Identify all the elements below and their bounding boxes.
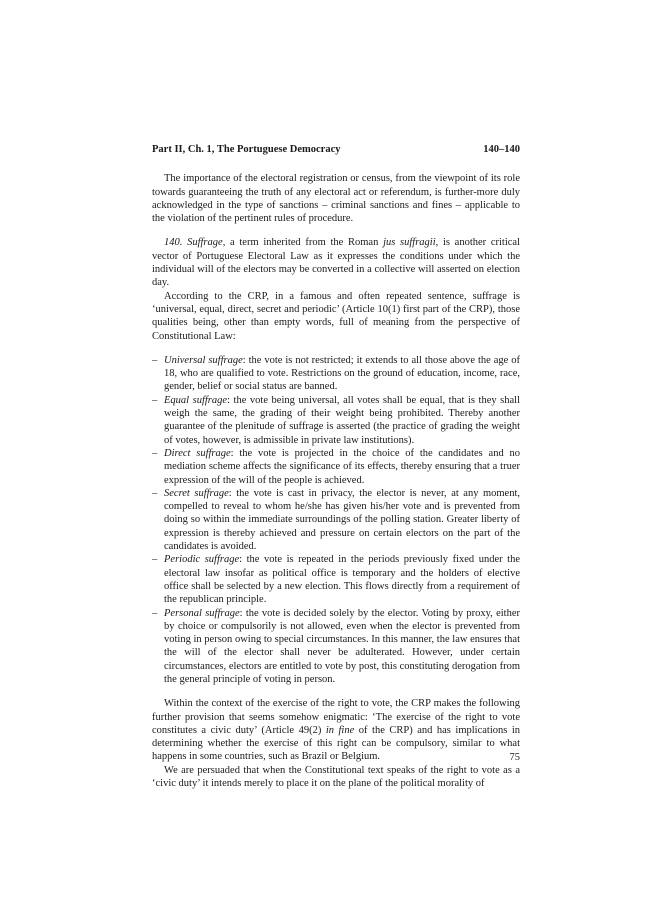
list-item-text: : the vote is repeated in the periods previously fixed under the electoral law insofar as political office is temporary and the holders of elective office shall be selected by a new election. This flows directly from a requirement of the republican principle. [164, 554, 520, 606]
paragraph-gap [152, 225, 520, 236]
section-140-paragraph [152, 236, 520, 289]
list-item-term: Direct suffrage [164, 447, 231, 459]
final-paragraph: We are persuaded that when the Constitutional text speaks of the right to vote as a ‘civic duty’ it intends merely to place it on the plane of the political morality of [152, 764, 520, 790]
section-range: 140–140 [483, 144, 520, 155]
list-item-term: Secret suffrage [164, 487, 229, 499]
list-item [152, 553, 520, 606]
list-item [152, 394, 520, 447]
list-item [152, 487, 520, 553]
suffrage-list [152, 354, 520, 686]
list-item-text: : the vote being universal, all votes shall be equal, that is they shall weigh the same, the grading of their weight being prohibited. Thereby another guarantee of the plenitude of suffrage is asserted (the practice of grading the weight of votes, however, is admissible in private law institutions). [164, 394, 521, 446]
section-term: Suffrage [187, 237, 223, 249]
section-text-b: , is another critical vector of Portuguese Electoral Law as it expresses the conditions under which the individual will of the electors may be converted in a collective will asserted on election day. [152, 237, 521, 289]
list-item [152, 607, 520, 687]
intro-paragraph: The importance of the electoral registration or census, from the viewpoint of its role towards guaranteeing the truth of any electoral act or referendum, is further-more duly acknowledged in the type of sanctions – criminal sanctions and fines – applicable to the violation of the pertinent rules of procedure. [152, 173, 520, 225]
list-item-text: : the vote is not restricted; it extends to all those above the age of 18, who are qualified to vote. Restrictions on the ground of education, income, race, gender, belief or social status are banned. [164, 354, 520, 393]
latin-term: jus suffragii [383, 237, 436, 249]
paragraph-gap [152, 343, 520, 354]
latin-phrase: in fine [325, 724, 355, 736]
list-item-term: Periodic suffrage [164, 554, 240, 566]
list-item-text: : the vote is cast in privacy, the elector is never, at any moment, compelled to reveal to whom he/she has given his/her vote and is prevented from doing so within the immediate surroundings of the polling station. Greater liberty of expression is thereby achieved and pressure on certain electors on the part of the candidates is avoided. [164, 487, 521, 553]
crp-paragraph: According to the CRP, in a famous and often repeated sentence, suffrage is ‘universal, equal, direct, secret and periodic’ (Article 10(1) first part of the CRP), those qualities being, other than empty words, full of meaning from the perspective of Constitutional Law: [152, 290, 520, 342]
duty-text-b: of the CRP) and has implications in determining whether the exercise of this right can be compulsory, similar to what happens in some countries, such as Brazil or Belgium. [152, 724, 520, 763]
list-item-term: Universal suffrage [164, 354, 243, 366]
list-item-text: : the vote is decided solely by the elector. Voting by proxy, either by choice or compulsorily is not allowed, even when the elector is prevented from voting in person owing to special circumstances. In this manner, the law ensures that the will of the elector shall never be adulterated. However, under certain circumstances, electors are entitled to vote by post, this constituting derogation from the general principle of voting in person. [164, 607, 520, 685]
list-item-term: Equal suffrage [164, 394, 228, 406]
page-number: 75 [509, 752, 520, 763]
running-header [152, 143, 520, 156]
section-number: 140. [164, 237, 183, 249]
list-item [152, 447, 520, 487]
paragraph-gap [152, 686, 520, 697]
list-item [152, 354, 520, 394]
book-page [152, 143, 520, 790]
list-item-term: Personal suffrage [164, 607, 240, 619]
running-title: Part II, Ch. 1, The Portuguese Democracy [152, 144, 341, 155]
section-text-a: , a term inherited from the Roman [222, 237, 384, 249]
duty-text-a: Within the context of the exercise of the right to vote, the CRP makes the following further provision that seems somehow enigmatic: ‘The exercise of the right to vote constitutes a civic duty’ (Article 49(2) [152, 698, 520, 736]
list-item-text: : the vote is projected in the choice of the candidates and no mediation scheme affects the significance of its effects, thereby ensuring that a truer expression of the will of the people is achieved. [164, 447, 520, 486]
